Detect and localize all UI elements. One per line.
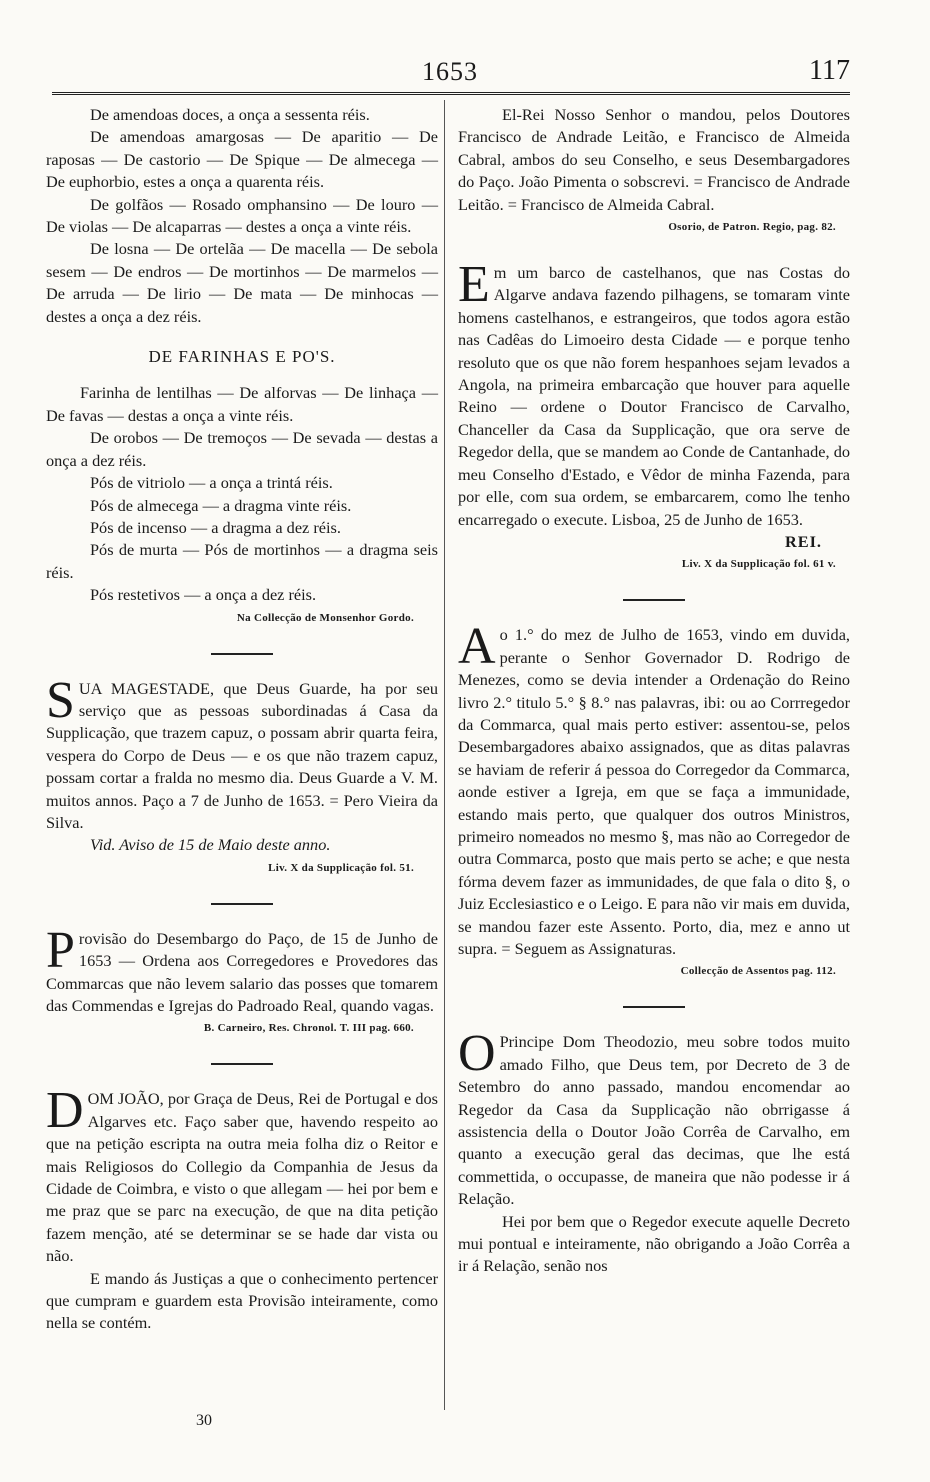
decree-paragraph: El-Rei Nosso Senhor o mandou, pelos Doutores Francisco de Andrade Leitão, e Francisco de Almeida Cabral, ambos do seu Conselho, e seus Desembargadores do Paço. João Pimenta o sobscrevi. = Francisco de Andrade Leitão. = Francisco de Almeida Cabral. xyxy=(458,105,850,214)
price-paragraph: De amendoas amargosas — De aparitio — De raposas — De castorio — De Spique — De almecega — De euphorbio, estes a onça a quarenta réis. xyxy=(46,127,438,192)
decree-text: o 1.° do mez de Julho de 1653, vindo em duvida, perante o Senhor Governador D. Rodrigo de Menezes, como se devia intender a Ordenação do Reino livro 2.° titulo 5.° § 8.° nas palavras, ibi: ou ao Corrregedor da Commarca, qual mais perto estiver: assentou-se, pelos Desembargadores abaixo assignados, que as ditas palavras se haviam de referir á pessoa do Corregedor da Commarca, aonde estiver a Igreja, em que se faça a immunidade, estando mais perto, que qualquer dos outros Ministros, primeiro nomeados no mesmo §, mas não ao Corregedor de outra Commarca, posto que mais perto se ache; e que nesta fórma devem fazer as immunidades, de que fala o dito §, o Juiz Ecclesiastico e o Leigo. E para não vir mais em duvida, se mandou fazer este Assento. Porto, dia, mez e anno ut supra. = Seguem as Assignaturas. xyxy=(458,625,850,958)
decree-paragraph xyxy=(46,1082,438,1267)
header-year: 1653 xyxy=(422,57,478,86)
section-separator xyxy=(211,1063,273,1065)
left-column xyxy=(46,104,438,1335)
decree-paragraph xyxy=(458,1025,850,1210)
price-line: De amendoas doces, a onça a sessenta réis. xyxy=(90,105,370,124)
decree-paragraph xyxy=(458,256,850,531)
source-citation: Osorio, de Patron. Regio, pag. 82. xyxy=(668,221,836,234)
decree-text: rovisão do Desembargo do Paço, de 15 de Junho de 1653 — Ordena aos Corregedores e Provedores das Commarcas que não levem salario das posses que tomarem das Commendas e Igrejas do Padroado Real, quando vagas. xyxy=(46,928,438,1015)
price-paragraph: De losna — De ortelãa — De macella — De sebola sesem — De endros — De mortinhos — De marmelos — De arruda — De lirio — De mata — De minhocas — destes a onça a dez réis. xyxy=(46,239,438,326)
price-line: Pós de almecega — a dragma vinte réis. xyxy=(90,495,352,515)
price-paragraph: Farinha de lentilhas — De alforvas — De linhaça — De favas — destas a onça a vinte réis. xyxy=(46,383,438,425)
section-heading: DE FARINHAS E PO'S. xyxy=(148,347,336,367)
price-line: Pós de vitriolo — a onça a trintá réis. xyxy=(90,473,333,493)
source-citation: Na Collecção de Monsenhor Gordo. xyxy=(236,611,414,624)
decree-paragraph xyxy=(46,921,438,1018)
price-line: Pós de incenso — a dragma a dez réis. xyxy=(90,517,341,537)
section-separator xyxy=(211,903,273,905)
header-page-number: 117 xyxy=(809,55,850,86)
decree-paragraph: Hei por bem que o Regedor execute aquelle Decreto mui pontual e inteiramente, não obrigando a João Corrêa a ir á Relação, senão nos xyxy=(458,1211,850,1276)
page-header xyxy=(50,55,850,95)
source-citation: Liv. X da Supplicação fol. 61 v. xyxy=(681,558,836,571)
drop-cap: O xyxy=(458,1025,496,1083)
price-line: Pós restetivos — a onça a dez réis. xyxy=(90,585,317,605)
folio-number: 30 xyxy=(196,1412,212,1429)
source-citation: B. Carneiro, Res. Chronol. T. III pag. 660. xyxy=(203,1022,414,1035)
signature: REI. xyxy=(784,531,822,551)
source-citation: Collecção de Assentos pag. 112. xyxy=(680,965,836,978)
price-paragraph: Pós de murta — Pós de mortinhos — a dragma seis réis. xyxy=(46,540,438,582)
cross-reference: Vid. Aviso de 15 de Maio deste anno. xyxy=(90,835,331,855)
section-separator xyxy=(623,1006,685,1008)
decree-text: OM JOÃO, por Graça de Deus, Rei de Portugal e dos Algarves etc. Faço saber que, havendo respeito ao que na petição escripta na outra meia folha diz o Reitor e mais Religiosos do Collegio da Companhia de Jesus da Cidade de Coimbra, e visto o que allegam — hei por bem e me praz que se parc na execução, de que na dita petição fazem menção, até se determinar se se hade dar vista ou não. xyxy=(46,1089,438,1266)
decree-paragraph: E mando ás Justiças a que o conhecimento pertencer que cumpram e guardem esta Provisão inteiramente, como nella se contém. xyxy=(46,1268,438,1333)
column-divider xyxy=(444,100,445,1410)
decree-text: m um barco de castelhanos, que nas Costas do Algarve andava fazendo pilhagens, se tomaram vinte homens castelhanos, e estrangeiros, que todos agora estão nas Cadêas do Limoeiro desta Cidade — e porque tenho resoluto que os que não forem hespanhoes sejam levados a Angola, na primeira embarcação que houver para aquelle Reino — ordene o Doutor Francisco de Carvalho, Chanceller da Casa da Supplicação, que ora serve de Regedor della, que se mandem ao Conde de Cantanhade, do meu Conselho d'Estado, e Vêdor de minha Fazenda, para por elle, com sua ordem, se embarcarem, como lhe tenho encarregado o execute. Lisboa, 25 de Junho de 1653. xyxy=(458,263,850,529)
right-column xyxy=(458,104,850,1278)
decree-text: UA MAGESTADE, que Deus Guarde, ha por seu serviço que as pessoas subordinadas á Casa da Supplicação, que trazem capuz, o possam abrir quarta feira, vespera do Corpo de Deus — e os que não trazem capuz, possam cortar a fralda no mesmo dia. Deus Guarde a V. M. muitos annos. Paço a 7 de Junho de 1653. = Pero Vieira da Silva. xyxy=(46,678,438,832)
source-citation: Liv. X da Supplicação fol. 51. xyxy=(268,861,414,874)
drop-cap: P xyxy=(46,921,75,979)
decree-text: Principe Dom Theodozio, meu sobre todos muito amado Filho, que Deus tem, por Decreto de 3 de Setembro do anno passado, mandou encomendar ao Regedor da Casa da Supplicação não obrrigasse á assistencia della o Doutor João Corrêa de Carvalho, em quanto a execução geral das decimas, que lhe está commettida, o occupasse, de maneira que não podesse ir á Relação. xyxy=(458,1032,850,1209)
drop-cap: D xyxy=(46,1082,84,1140)
price-paragraph: De orobos — De tremoços — De sevada — destas a onça a dez réis. xyxy=(46,428,438,470)
header-rule xyxy=(52,92,850,99)
drop-cap: E xyxy=(458,256,490,314)
decree-paragraph xyxy=(46,671,438,835)
decree-paragraph xyxy=(458,618,850,960)
drop-cap: S xyxy=(46,671,75,729)
price-paragraph: De golfãos — Rosado omphansino — De louro — De violas — De alcaparras — destes a onça a vinte réis. xyxy=(46,194,438,237)
section-separator xyxy=(623,599,685,601)
drop-cap: A xyxy=(458,618,496,676)
section-separator xyxy=(211,653,273,655)
